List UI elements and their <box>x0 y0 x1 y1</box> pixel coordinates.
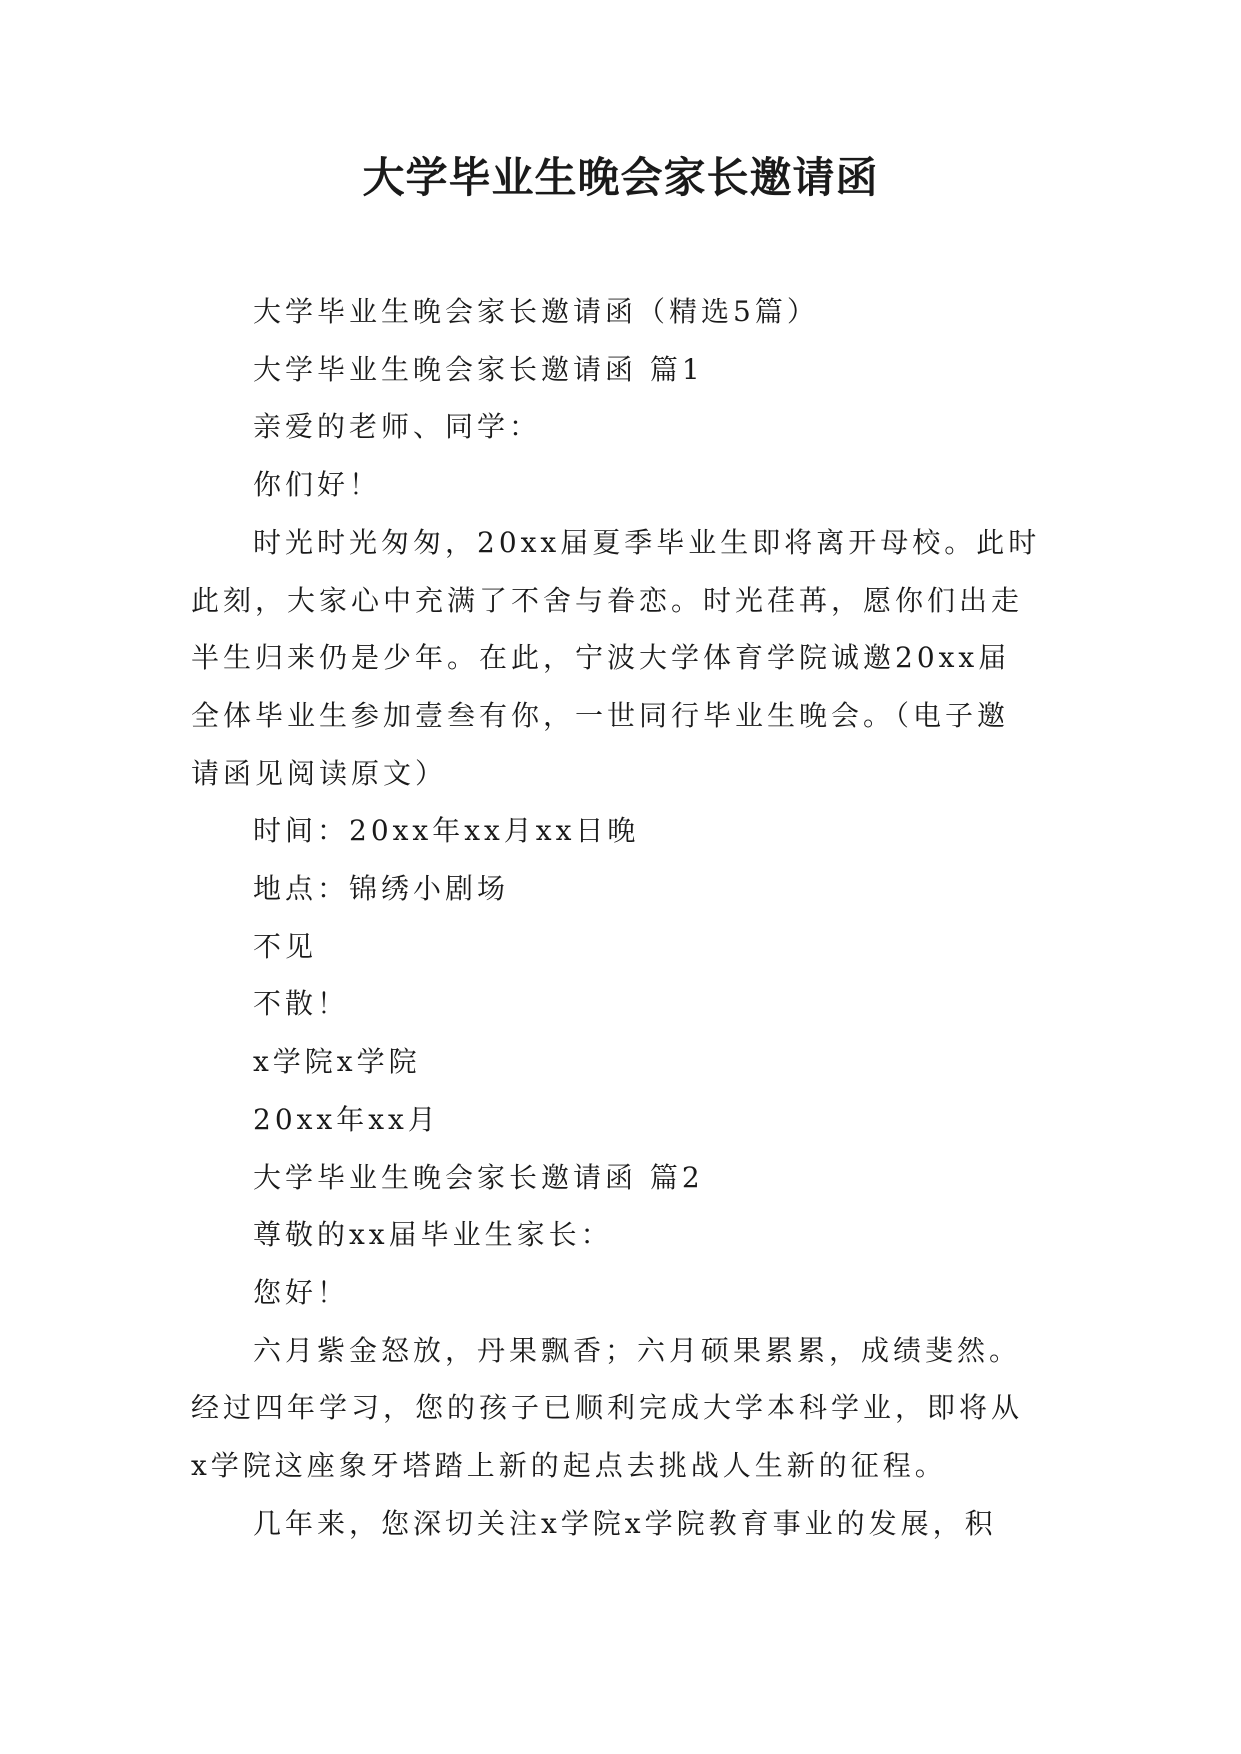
subtitle-line: 大学毕业生晚会家长邀请函（精选5篇） <box>253 295 819 328</box>
paragraph-line: 请函见阅读原文） <box>191 756 448 790</box>
paragraph-line: 六月紫金怒放，丹果飘香；六月硕果累累，成绩斐然。 <box>253 1333 1022 1367</box>
section-heading-1: 大学毕业生晚会家长邀请函 篇1 <box>253 352 704 386</box>
closing-line: 不散！ <box>253 987 350 1021</box>
closing-line: 不见 <box>253 929 318 963</box>
paragraph-line: 时光时光匆匆，20xx届夏季毕业生即将离开母校。此时 <box>253 525 1041 559</box>
paragraph-line: 半生归来仍是少年。在此，宁波大学体育学院诚邀20xx届 <box>191 641 1011 675</box>
document-body <box>191 283 1071 1552</box>
paragraph-line: 全体毕业生参加壹叁有你，一世同行毕业生晚会。（电子邀 <box>191 698 1010 732</box>
salutation-line: 亲爱的老师、同学： <box>253 410 542 444</box>
paragraph-line: 经过四年学习，您的孩子已顺利完成大学本科学业，即将从 <box>191 1391 1024 1425</box>
greeting-line: 您好！ <box>253 1275 350 1309</box>
document-title: 大学毕业生晚会家长邀请函 <box>362 153 879 202</box>
greeting-line: 你们好！ <box>253 468 382 502</box>
time-line: 时间：20xx年xx月xx日晚 <box>253 814 640 848</box>
paragraph-line: x学院这座象牙塔踏上新的起点去挑战人生新的征程。 <box>191 1449 947 1483</box>
signature-line: x学院x学院 <box>253 1045 421 1079</box>
date-line: 20xx年xx月 <box>253 1102 440 1136</box>
location-line: 地点：锦绣小剧场 <box>253 872 510 906</box>
paragraph-line: 几年来，您深切关注x学院x学院教育事业的发展，积 <box>253 1506 997 1540</box>
paragraph-line: 此刻，大家心中充满了不舍与眷恋。时光荏苒，愿你们出走 <box>191 583 1024 617</box>
section-heading-2: 大学毕业生晚会家长邀请函 篇2 <box>253 1160 704 1194</box>
salutation-line: 尊敬的xx届毕业生家长： <box>253 1218 613 1252</box>
